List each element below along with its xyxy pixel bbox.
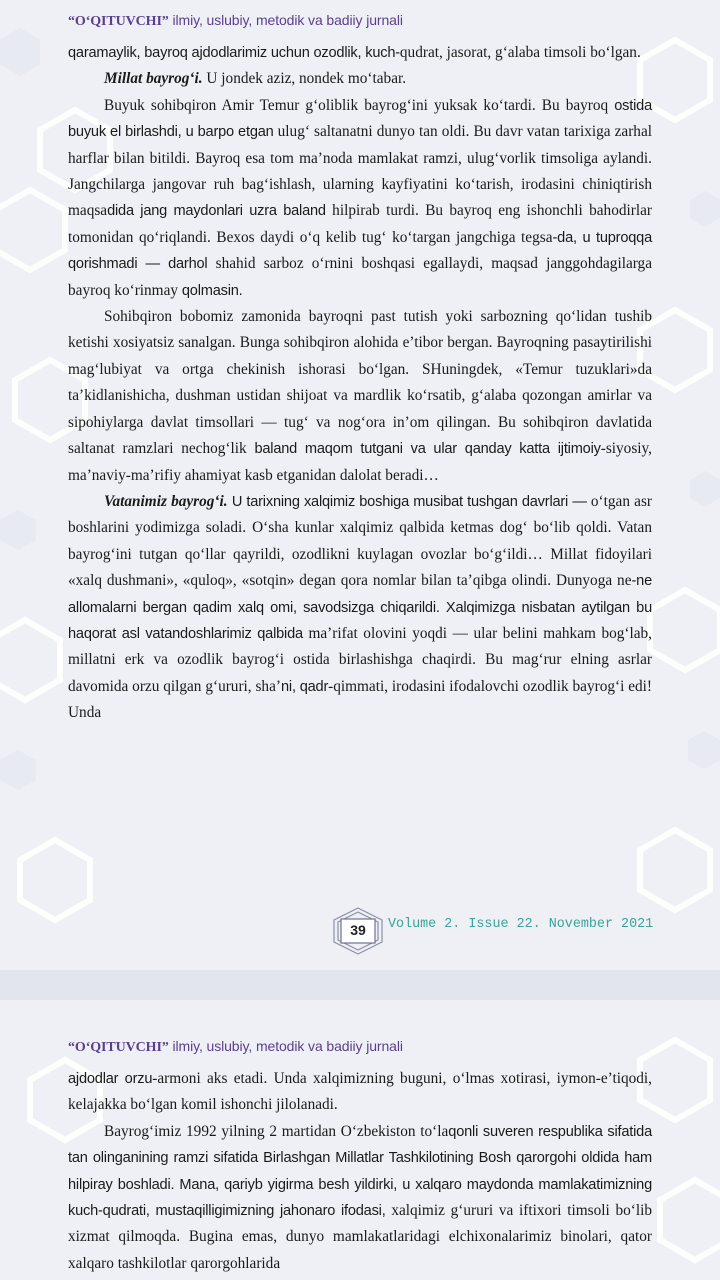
text-run: ni, qadr <box>280 678 329 695</box>
text-run: Sohibqiron bobomiz zamonida bayroqni past tutish yoki sarbozning qo‘lidan tushib ketishi xosiyatsiz sanalgan. Bunga sohibqiron alohida e’tibor bergan. Bayroqning pasaytirilishi mag‘lubiyat va ortga chekinish ishorasi bo‘lgan. SHuningdek, «Temur tuzuklari»da ta’kidlanishicha, dushman ustidan shijoat va mardlik ko‘rsatib, g‘alaba qozongan amirlar va sipohiylarga davlat timsollari — tug‘ va nog‘ora in’om qilingan. Bu sohibqiron davlatida saltanat ramzlari nechog‘lik <box>68 308 652 458</box>
text-run: qolmasin. <box>181 282 243 299</box>
paragraph <box>68 304 652 489</box>
text-run: qonli suveren respublika sifatida tan olinganining ramzi sifatida Birlashgan Millatlar Tashkilotining Bosh qarorgohi oldida ham hilpiray boshladi. Mana, qariyb yigirma besh yildirki, u xalqaro maydonda mamlakatimizning kuch-qudrati, mustaqilligimizning jahonaro ifodasi, <box>68 1123 653 1220</box>
paragraph <box>68 1066 652 1119</box>
paragraph <box>68 66 652 92</box>
text-run: dida jang maydonlari uzra baland <box>107 203 326 220</box>
text-run: -ne allomalarni bergan qadim xalq omi, savodsizga chiqarildi. Xalqimizga nisbatan aytilgan bu haqorat asl vatandoshlarimiz qalbida <box>68 573 652 642</box>
text-run: ma’rifat olovini yoqdi — ular belini mahkam bog‘lab, millatni erk va ozodlik bayrog‘i ostida birlashishga chaqirdi. Bu mag‘rur elning asrlar davomida orzu qilgan g‘ururi, sha’ <box>68 624 652 695</box>
journal-header <box>68 12 403 30</box>
article-body <box>68 1066 652 1277</box>
page-footer <box>330 907 660 955</box>
text-run: Bayrog‘imiz 1992 yilning 2 martidan O‘zbekiston to‘la <box>104 1122 449 1140</box>
text-run: Buyuk sohibqiron Amir Temur g‘oliblik bayrog‘ini yuksak ko‘tardi. Bu bayroq <box>104 96 615 114</box>
text-run: qaramaylik, bayroq ajdodlarimiz uchun ozodlik, kuch- <box>68 45 400 61</box>
paragraph <box>68 93 652 304</box>
journal-name: “O‘QITUVCHI” <box>68 1040 169 1055</box>
journal-page-40 <box>0 1000 720 1280</box>
journal-subtitle: ilmiy, uslubiy, metodik va badiiy jurnali <box>168 12 403 28</box>
paragraph <box>68 1119 652 1277</box>
volume-issue-label: Volume 2. Issue 22. November 2021 <box>388 917 654 932</box>
text-run: -da, u tuproqqa qorishmadi — darhol <box>68 229 652 273</box>
text-run: U tarixning xalqimiz boshiga musibat tushgan davrlari — <box>227 493 587 510</box>
paragraph <box>68 40 652 66</box>
paragraph <box>68 489 652 727</box>
text-run: -armoni aks etadi. Unda xalqimizning buguni, o‘lmas xotirasi, iymon-e’tiqodi, kelajakka bo‘lgan komil ishonchi jilolanadi. <box>68 1070 652 1114</box>
text-run: shahid sarboz o‘rnini boshqasi egallaydi, maqsad janggohdagilarga bayroq ko‘rinmay <box>68 255 652 299</box>
paragraph-lead: Millat bayrog‘i. <box>104 70 203 88</box>
journal-name: “O‘QITUVCHI” <box>68 14 169 29</box>
text-run: baland maqom tutgani va ular qanday katta ijtimoiy <box>254 441 601 458</box>
paragraph-lead: Vatanimiz bayrog‘i. <box>104 492 228 510</box>
text-run: -siyosiy, ma’naviy-ma’rifiy ahamiyat kasb etganidan dalolat beradi… <box>68 440 653 484</box>
page-separator <box>0 970 720 1000</box>
text-run: xalqimiz g‘ururi va iftixori timsoli bo‘lib xizmat qilmoqda. Bugina emas, dunyo mamlakatlaridagi elchixonalarimiz binolari, qator xalqaro tashkilotlar qarorgohlarida <box>68 1202 652 1272</box>
text-run: ajdodlar orzu <box>68 1071 153 1087</box>
text-run: qudrat, jasorat, g‘alaba timsoli bo‘lgan. <box>399 44 641 61</box>
text-run: U jondek aziz, nondek mo‘tabar. <box>202 70 407 88</box>
page-number: 39 <box>350 922 366 938</box>
text-run: o‘tgan asr boshlarini yodimizga soladi. O‘sha kunlar xalqimiz qalbida ketmas dog‘ bo‘lib qoldi. Vatan bayrog‘ini tutgan qo‘llar qayrildi, ozodlikni kuylagan ovozlar bo‘g‘ildi… Millat fidoyilari «xalq dushmani», «quloq», «sotqin» degan qora nomlar bilan ta’qibga olindi. Dunyoga ne <box>68 492 652 590</box>
text-run: ostida buyuk el birlashdi, u barpo etgan <box>68 97 652 141</box>
article-body <box>68 40 652 727</box>
text-run: hilpirab turdi. Bu bayroq eng ishonchli bahodirlar tomonidan qo‘riqlandi. Bexos daydi o‘q kelib tug‘ ko‘targan jangchiga tegsa <box>68 202 652 246</box>
journal-header <box>68 1038 403 1056</box>
text-run: ulug‘ saltanatni dunyo tan oldi. Bu davr vatan tarixiga zarhal harflar bilan bitildi. Bayroq esa tom ma’noda mamlakat ramzi, ulug‘vorlik timsoliga aylandi. Jangchilarga jangovar ruh bag‘ishlash, ularning kayfiyatini ko‘tarish, irodasini chiniqtirish maqsa <box>68 123 652 220</box>
text-run: -qimmati, irodasini ifodalovchi ozodlik bayrog‘i edi! Unda <box>68 677 653 722</box>
journal-subtitle: ilmiy, uslubiy, metodik va badiiy jurnali <box>168 1038 403 1054</box>
